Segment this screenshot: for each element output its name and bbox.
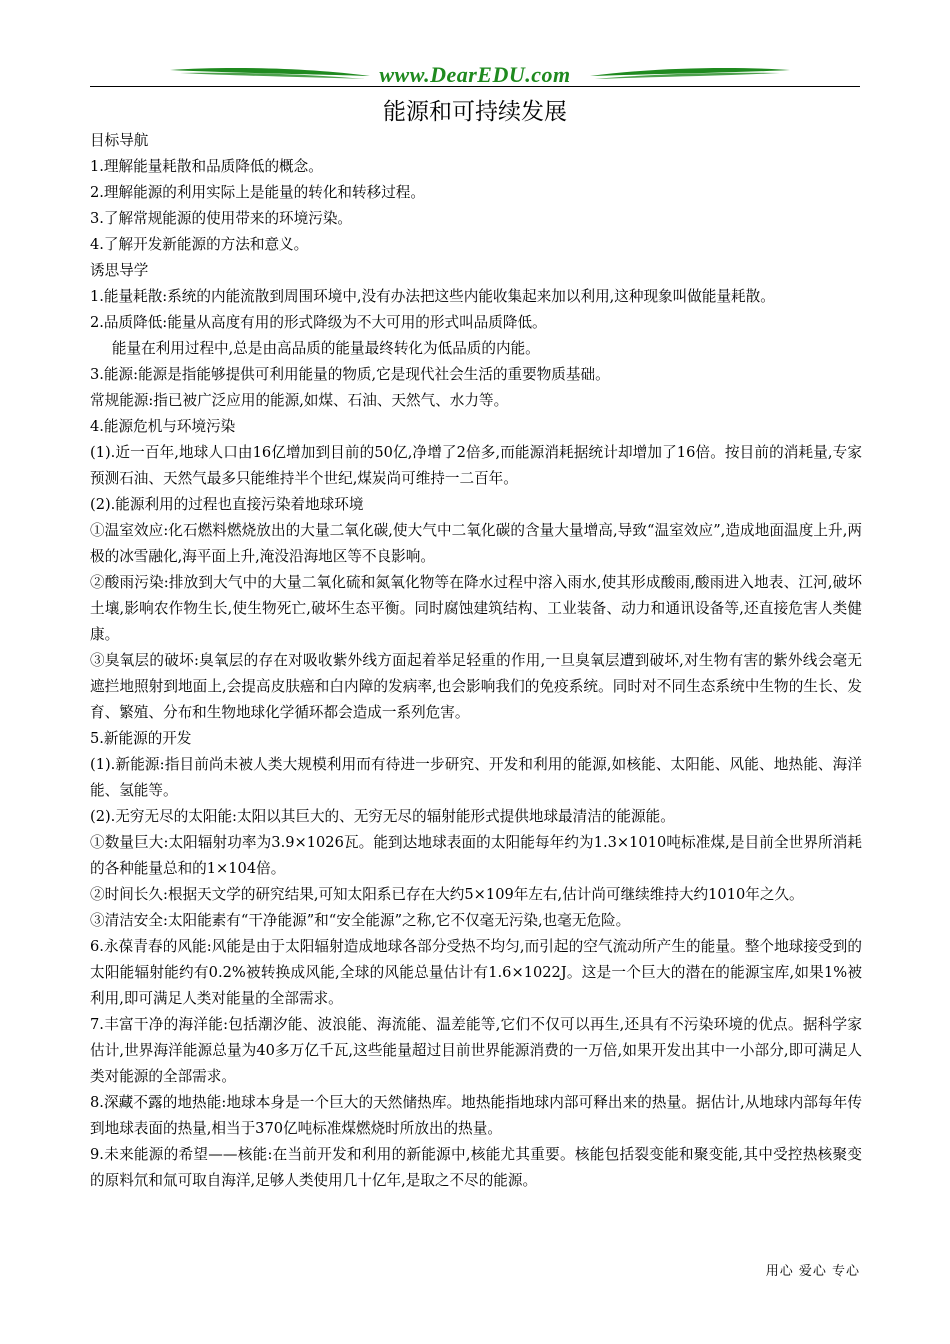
- paragraph: 2.品质降低:能量从高度有用的形式降级为不大可用的形式叫品质降低。: [90, 314, 547, 331]
- document-body: [90, 128, 862, 1194]
- paragraph: 8.深藏不露的地热能:地球本身是一个巨大的天然储热库。地热能指地球内部可释出来的热量。据估计,从地球内部每年传到地球表面的热量,相当于370亿吨标准煤燃烧时所放出的热量。: [90, 1094, 862, 1137]
- section-heading: 目标导航: [90, 132, 149, 149]
- paragraph: 5.新能源的开发: [90, 730, 192, 747]
- paragraph: (1).近一百年,地球人口由16亿增加到目前的50亿,净增了2倍多,而能源消耗据统计却增加了16倍。按目前的消耗量,专家预测石油、天然气最多只能维持半个世纪,煤炭尚可维持一二百年。: [90, 444, 862, 487]
- paragraph: 能量在利用过程中,总是由高品质的能量最终转化为低品质的内能。: [111, 340, 540, 357]
- paragraph: 9.未来能源的希望——核能:在当前开发和利用的新能源中,核能尤其重要。核能包括裂变能和聚变能,其中受控热核聚变的原料氘和氚可取自海洋,足够人类使用几十亿年,是取之不尽的能源。: [90, 1146, 862, 1189]
- paragraph: ①数量巨大:太阳辐射功率为3.9×1026瓦。能到达地球表面的太阳能每年约为1.3×1010吨标准煤,是目前全世界所消耗的各种能量总和的1×104倍。: [90, 834, 862, 877]
- paragraph: ③臭氧层的破坏:臭氧层的存在对吸收紫外线方面起着举足轻重的作用,一旦臭氧层遭到破坏,对生物有害的紫外线会毫无遮拦地照射到地面上,会提高皮肤癌和白内障的发病率,也会影响我们的免疫系统。同时对不同生态系统中生物的生长、发育、繁殖、分布和生物地球化学循环都会造成一系列危害。: [90, 652, 862, 721]
- section-heading: 诱思导学: [90, 262, 149, 279]
- page-footer: 用心 爱心 专心: [765, 1264, 860, 1279]
- paragraph: 2.理解能源的利用实际上是能量的转化和转移过程。: [90, 184, 425, 201]
- paragraph: 常规能源:指已被广泛应用的能源,如煤、石油、天然气、水力等。: [90, 392, 509, 409]
- paragraph: 3.能源:能源是指能够提供可利用能量的物质,它是现代社会生活的重要物质基础。: [90, 366, 610, 383]
- paragraph: (1).新能源:指目前尚未被人类大规模利用而有待进一步研究、开发和利用的能源,如核能、太阳能、风能、地热能、海洋能、氢能等。: [90, 756, 862, 799]
- paragraph: 4.能源危机与环境污染: [90, 418, 236, 435]
- header-rule: [90, 86, 860, 87]
- paragraph: 1.理解能量耗散和品质降低的概念。: [90, 158, 323, 175]
- page-title: 能源和可持续发展: [383, 99, 567, 125]
- paragraph: ③清洁安全:太阳能素有“干净能源”和“安全能源”之称,它不仅毫无污染,也毫无危险。: [90, 912, 631, 929]
- paragraph: 7.丰富干净的海洋能:包括潮汐能、波浪能、海流能、温差能等,它们不仅可以再生,还具有不污染环境的优点。据科学家估计,世界海洋能源总量为40多万亿千瓦,这些能量超过目前世界能源消费的一万倍,如果开发出其中一小部分,即可满足人类对能源的全部需求。: [90, 1016, 862, 1085]
- paragraph: (2).能源利用的过程也直接污染着地球环境: [90, 496, 364, 513]
- paragraph: (2).无穷无尽的太阳能:太阳以其巨大的、无穷无尽的辐射能形式提供地球最清洁的能源能。: [90, 808, 675, 825]
- paragraph: 6.永葆青春的风能:风能是由于太阳辐射造成地球各部分受热不均匀,而引起的空气流动所产生的能量。整个地球接受到的太阳能辐射能约有0.2%被转换成风能,全球的风能总量估计有1.6×1022J。这是一个巨大的潜在的能源宝库,如果1%被利用,即可满足人类对能量的全部需求。: [90, 938, 862, 1007]
- paragraph: 1.能量耗散:系统的内能流散到周围环境中,没有办法把这些内能收集起来加以利用,这种现象叫做能量耗散。: [90, 288, 775, 305]
- paragraph: ②时间长久:根据天文学的研究结果,可知太阳系已存在大约5×109年左右,估计尚可继续维持大约1010年之久。: [90, 886, 804, 903]
- paragraph: ①温室效应:化石燃料燃烧放出的大量二氧化碳,使大气中二氧化碳的含量大量增高,导致“温室效应”,造成地面温度上升,两极的冰雪融化,海平面上升,淹没沿海地区等不良影响。: [90, 522, 862, 565]
- page-header: [0, 0, 950, 100]
- site-logo: www.DearEDU.com: [379, 62, 571, 87]
- paragraph: 3.了解常规能源的使用带来的环境污染。: [90, 210, 353, 227]
- right-swoosh-icon: [590, 64, 790, 86]
- paragraph: 4.了解开发新能源的方法和意义。: [90, 236, 309, 253]
- paragraph: ②酸雨污染:排放到大气中的大量二氧化硫和氮氧化物等在降水过程中溶入雨水,使其形成酸雨,酸雨进入地表、江河,破坏土壤,影响农作物生长,使生物死亡,破坏生态平衡。同时腐蚀建筑结构、工业装备、动力和通讯设备等,还直接危害人类健康。: [90, 574, 862, 643]
